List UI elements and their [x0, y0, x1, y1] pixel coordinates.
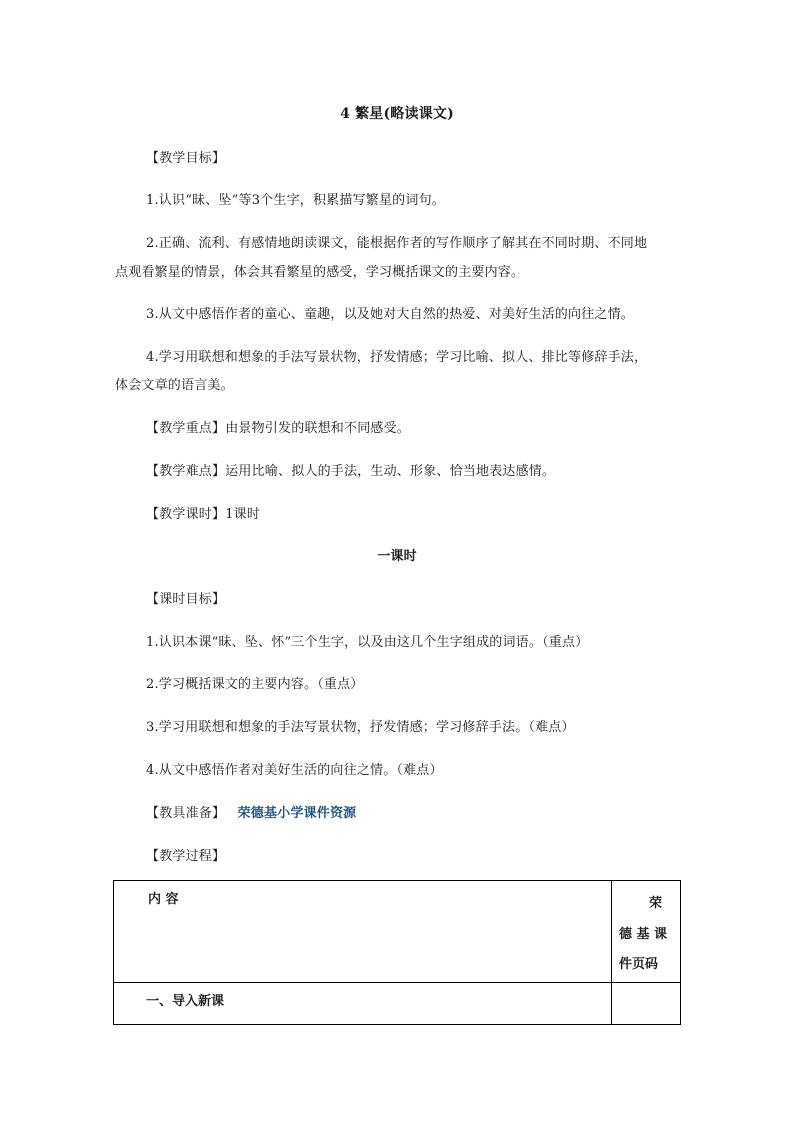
session-goal-4: 4.从文中感悟作者对美好生活的向往之情。（难点）: [146, 763, 443, 778]
goal-4-line-1: 4.学习用联想和想象的手法写景状物，抒发情感；学习比喻、拟人、排比等修辞手法，: [146, 350, 648, 365]
page-header-line-3: 件页码: [619, 957, 659, 972]
goal-1: 1.认识“昧、坠”等3个生字，积累描写繁星的词句。: [146, 193, 445, 208]
teaching-goals-heading: 【教学目标】: [146, 151, 226, 166]
key-point: 【教学重点】由景物引发的联想和不同感受。: [146, 421, 411, 436]
session-goal-1: 1.认识本课“昧、坠、怀”三个生字，以及由这几个生字组成的词语。（重点）: [146, 635, 589, 650]
tools-row: [146, 806, 356, 822]
process-heading: 【教学过程】: [146, 849, 226, 864]
session-goals-heading: 【课时目标】: [146, 592, 226, 607]
tools-label: 【教具准备】: [146, 806, 226, 821]
table-row-divider: [114, 982, 680, 983]
table-row-1-content: 一、导入新课: [146, 994, 225, 1009]
table-column-divider: [611, 881, 612, 1024]
page-header-line-1: 荣: [649, 896, 663, 911]
page-header-line-2: 德 基 课: [619, 927, 668, 942]
difficulty: 【教学难点】运用比喻、拟人的手法，生动、形象、恰当地表达感情。: [146, 464, 556, 479]
goal-3: 3.从文中感悟作者的童心、童趣，以及她对大自然的热爱、对美好生活的向往之情。: [146, 307, 635, 322]
class-hours: 【教学课时】1课时: [146, 507, 261, 522]
goal-4-line-2: 体会文章的语言美。: [115, 378, 234, 393]
session-goal-2: 2.学习概括课文的主要内容。（重点）: [146, 677, 364, 692]
content-column-header: 内 容: [148, 892, 179, 907]
session-title: 一课时: [377, 549, 417, 564]
resource-link[interactable]: 荣德基小学课件资源: [237, 806, 357, 821]
session-goal-3: 3.学习用联想和想象的手法写景状物，抒发情感；学习修辞手法。（难点）: [146, 720, 575, 735]
goal-2-line-1: 2.正确、流利、有感情地朗读课文，能根据作者的写作顺序了解其在不同时期、不同地: [146, 236, 648, 251]
lesson-process-table: [113, 880, 681, 1025]
goal-2-line-2: 点观看繁星的情景，体会其看繁星的感受，学习概括课文的主要内容。: [115, 265, 525, 280]
page-title: 4 繁星(略读课文): [340, 106, 454, 122]
